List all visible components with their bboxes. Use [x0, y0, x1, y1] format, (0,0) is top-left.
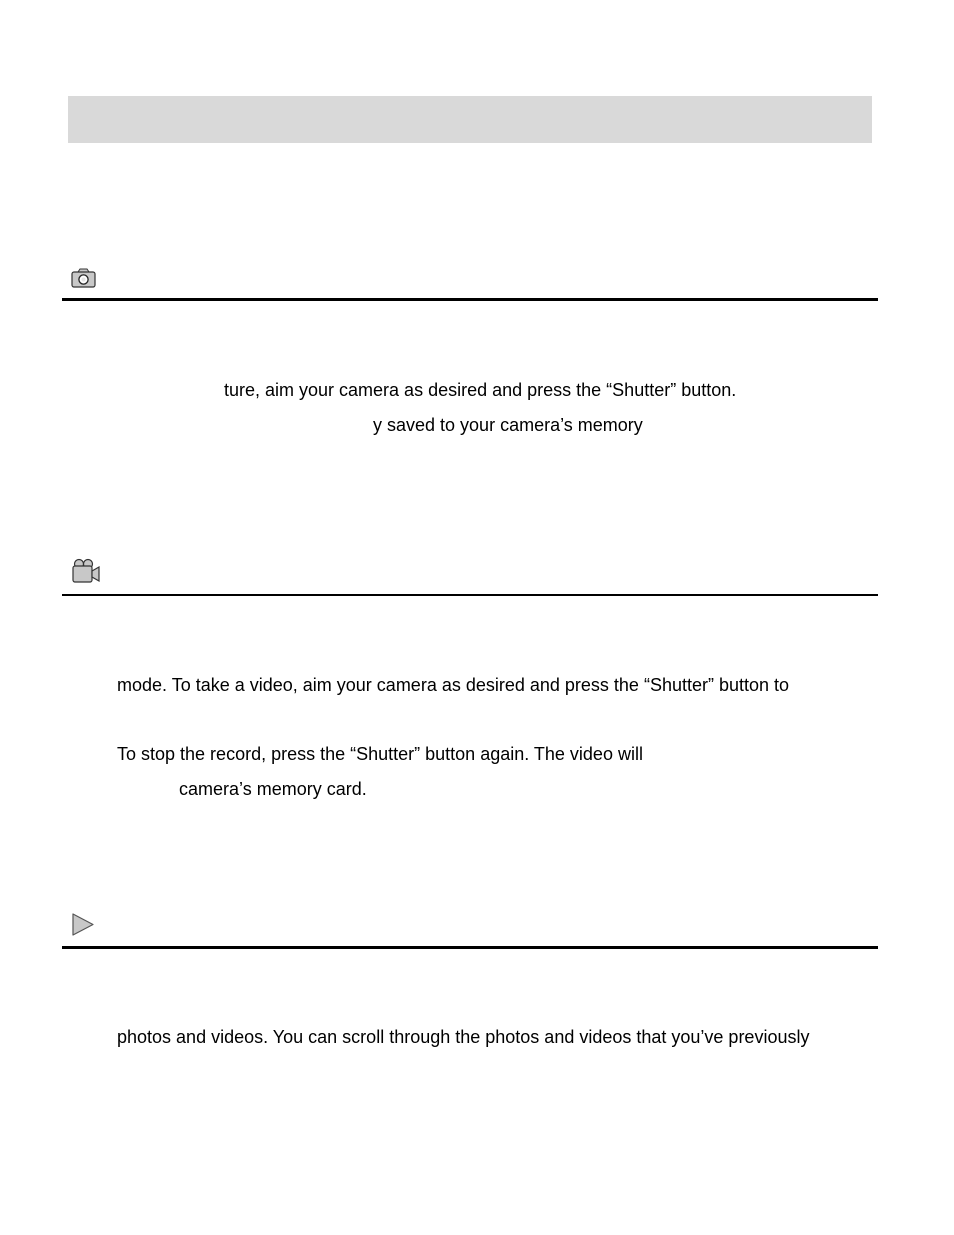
- video-camera-icon: [70, 558, 102, 584]
- playback-icon: [71, 912, 95, 937]
- section-divider-video: [62, 594, 878, 596]
- section-divider-photo: [62, 298, 878, 301]
- video-text-line-2: To stop the record, press the “Shutter” button again. The video will: [117, 744, 643, 764]
- header-bar: [68, 96, 872, 143]
- photo-text-line-2: y saved to your camera’s memory: [373, 415, 643, 435]
- camera-icon: [71, 267, 96, 288]
- photo-text-line-1: ture, aim your camera as desired and press the “Shutter” button.: [224, 380, 737, 400]
- video-text-line-1: mode. To take a video, aim your camera as desired and press the “Shutter” button to: [117, 675, 790, 695]
- section-divider-playback: [62, 946, 878, 949]
- video-text-line-3: camera’s memory card.: [179, 779, 367, 799]
- playback-text-line-1: photos and videos. You can scroll through the photos and videos that you’ve previously: [117, 1027, 810, 1047]
